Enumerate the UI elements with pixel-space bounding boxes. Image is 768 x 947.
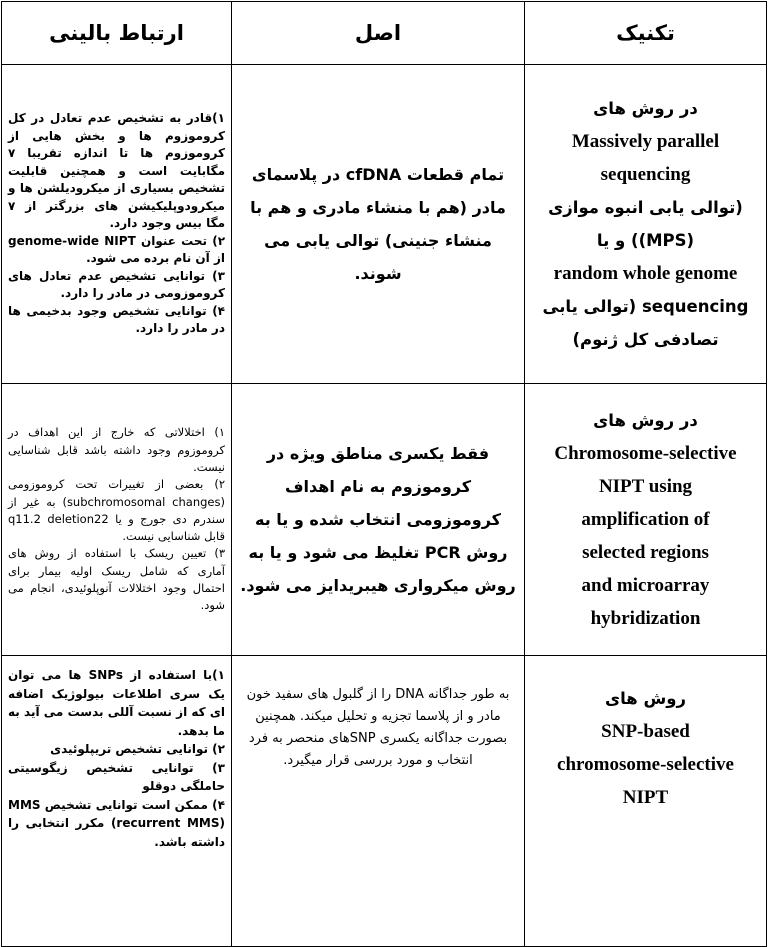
clinical-cell xyxy=(2,656,232,947)
technique-line: sequencing (توالی یابی xyxy=(542,297,749,316)
principle-cell: فقط یکسری مناطق ویژه در کروموزوم به نام اهداف کروموزومی انتخاب شده و یا به روش PCR تغلیظ می شود و یا به روش میکرواری هیبریدایز می شود. xyxy=(232,384,525,656)
technique-line: and microarray xyxy=(581,575,710,596)
technique-line: sequencing xyxy=(600,164,691,185)
clinical-item: ۱)با استفاده از SNPs ها می توان یک سری اطلاعات بیولوژیک اضافه ای که از نسبت آللی بدست می آید به ما بدهد. xyxy=(8,668,225,738)
technique-line: SNP-based xyxy=(601,721,690,742)
clinical-item: ۳) تعیین ریسک با استفاده از روش های آماری که شامل ریسک اولیه بیمار برای احتمال وجود اختلالات آنوپلوئیدی، انجام می شود. xyxy=(8,546,225,613)
technique-line: در روش های xyxy=(593,411,698,430)
principle-cell: تمام قطعات cfDNA در پلاسمای مادر (هم با منشاء مادری و هم با منشاء جنینی) توالی یابی می شوند. xyxy=(232,65,525,384)
technique-cell xyxy=(525,384,767,656)
technique-line: hybridization xyxy=(590,608,701,629)
clinical-item: ۱) اختلالاتی که خارج از این اهداف در کروموزوم وجود داشته باشد قابل شناسایی نیست. xyxy=(8,425,225,474)
clinical-item: ۳) توانایی تشخیص عدم تعادل های کروموزومی در مادر را دارد. xyxy=(8,268,225,301)
clinical-item: ۲) بعضی از تغییرات تحت کروموزومی (subchromosomal changes) به غیر از سندرم دی جورج و یا q11.2 deletion22 قابل شناسایی نیست. xyxy=(8,477,225,544)
technique-cell xyxy=(525,65,767,384)
technique-line: NIPT xyxy=(622,787,669,808)
technique-line: Massively parallel xyxy=(571,131,720,152)
table-row xyxy=(2,384,767,656)
header-technique: تکنیک xyxy=(525,2,767,65)
technique-line: chromosome-selective xyxy=(557,754,734,775)
technique-line: (MPS)) و یا xyxy=(596,231,695,250)
clinical-item: ۲) توانایی تشخیص تریپلوئیدی xyxy=(50,742,225,756)
technique-line: Chromosome-selective xyxy=(554,443,737,464)
clinical-item: ۳) توانایی تشخیص زیگوسیتی حاملگی دوقلو xyxy=(8,760,225,793)
principle-cell: به طور جداگانه DNA را از گلبول های سفید خون مادر و از پلاسما تجزیه و تحلیل میکند. همچنین بصورت جداگانه یکسری SNPهای منحصر به فرد انتخاب و مورد بررسی قرار میگیرد. xyxy=(232,656,525,947)
technique-line: selected regions xyxy=(582,542,709,563)
clinical-cell xyxy=(2,384,232,656)
header-clinical-relevance: ارتباط بالینی xyxy=(2,2,232,65)
technique-line: (توالی یابی انبوه موازی xyxy=(548,198,743,217)
technique-line: amplification of xyxy=(581,509,710,530)
clinical-item: ۴) ممکن است توانایی تشخیص MMS (recurrent MMS) مکرر انتخابی را داشته باشد. xyxy=(8,797,226,849)
header-row xyxy=(2,2,767,65)
table-row xyxy=(2,656,767,947)
clinical-item: ۴) توانایی تشخیص وجود بدخیمی ها در مادر را دارد. xyxy=(8,303,225,336)
technique-cell xyxy=(525,656,767,947)
table-row xyxy=(2,65,767,384)
technique-line: روش های xyxy=(604,689,687,708)
nipt-comparison-table xyxy=(1,1,767,947)
header-principle: اصل xyxy=(232,2,525,65)
clinical-item: ۲) تحت عنوان genome-wide NIPT از آن نام برده می شود. xyxy=(8,233,226,266)
clinical-item: ۱)قادر به تشخیص عدم تعادل در کل کروموزوم ها و بخش هایی از کروموزوم ها تا اندازه تقریبا ۷ مگابایت است و همچنین قابلیت تشخیص بسیاری از میکرودیلشن ها و میکرودوپلیکیشن های بزرگتر از ۷ مگا بیس وجود دارد. xyxy=(8,111,225,231)
technique-line: تصادفی کل ژنوم) xyxy=(572,330,719,349)
clinical-cell xyxy=(2,65,232,384)
technique-line: در روش های xyxy=(593,99,698,118)
technique-line: random whole genome xyxy=(553,263,738,284)
technique-line: NIPT using xyxy=(598,476,693,497)
